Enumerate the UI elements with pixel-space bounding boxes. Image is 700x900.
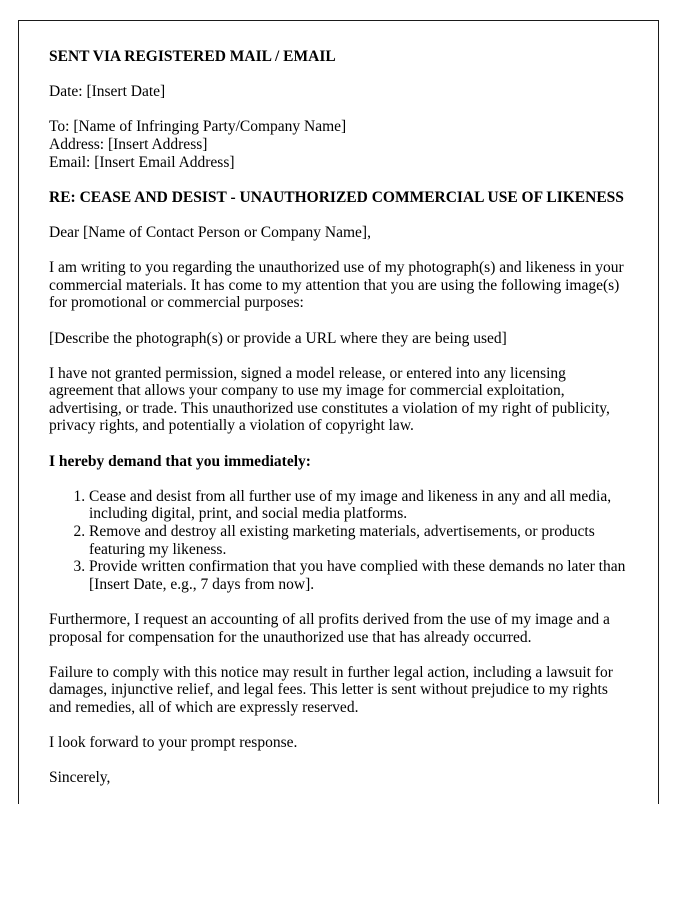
demand-item: 2. Remove and destroy all existing marketing materials, advertisements, or products featuring my likeness. [89, 523, 628, 558]
demand-item: 3. Provide written confirmation that you have complied with these demands no later than [Insert Date, e.g., 7 days from now]. [89, 558, 628, 593]
delivery-method: SENT VIA REGISTERED MAIL / EMAIL [49, 48, 336, 65]
demand-heading: I hereby demand that you immediately: [49, 452, 311, 470]
recipient-email: Email: [Insert Email Address] [49, 153, 235, 171]
letter-page [18, 20, 659, 804]
body-paragraph: I am writing to you regarding the unauthorized use of my photograph(s) and likeness in your commercial materials. It has come to my attention that you are using the following image(s) for promotional or commercial purposes: [49, 259, 624, 312]
closing-paragraph: Failure to comply with this notice may result in further legal action, including a lawsuit for damages, injunctive relief, and legal fees. This letter is sent without prejudice to my rights and remedies, all of which are expressly reserved. [49, 663, 613, 716]
letter-body [19, 21, 658, 787]
body-paragraph-placeholder: [Describe the photograph(s) or provide a URL where they are being used] [49, 329, 507, 347]
signoff: Sincerely, [49, 769, 111, 787]
demand-list [49, 488, 628, 594]
recipient-to: To: [Name of Infringing Party/Company Name] [49, 118, 347, 136]
demand-item: 1. Cease and desist from all further use of my image and likeness in any and all media, including digital, print, and social media platforms. [89, 488, 628, 523]
closing-paragraph: I look forward to your prompt response. [49, 734, 298, 752]
recipient-block [49, 118, 628, 171]
subject-line: RE: CEASE AND DESIST - UNAUTHORIZED COMMERCIAL USE OF LIKENESS [49, 188, 624, 206]
salutation: Dear [Name of Contact Person or Company Name], [49, 223, 371, 241]
closing-paragraph: Furthermore, I request an accounting of all profits derived from the use of my image and a proposal for compensation for the unauthorized use that has already occurred. [49, 611, 610, 646]
recipient-address: Address: [Insert Address] [49, 135, 208, 153]
body-paragraph: I have not granted permission, signed a model release, or entered into any licensing agreement that allows your company to use my image for commercial exploitation, advertising, or trade. This unauthorized use constitutes a violation of my right of publicity, privacy rights, and potentially a violation of copyright law. [49, 364, 610, 435]
letter-date: Date: [Insert Date] [49, 83, 166, 101]
